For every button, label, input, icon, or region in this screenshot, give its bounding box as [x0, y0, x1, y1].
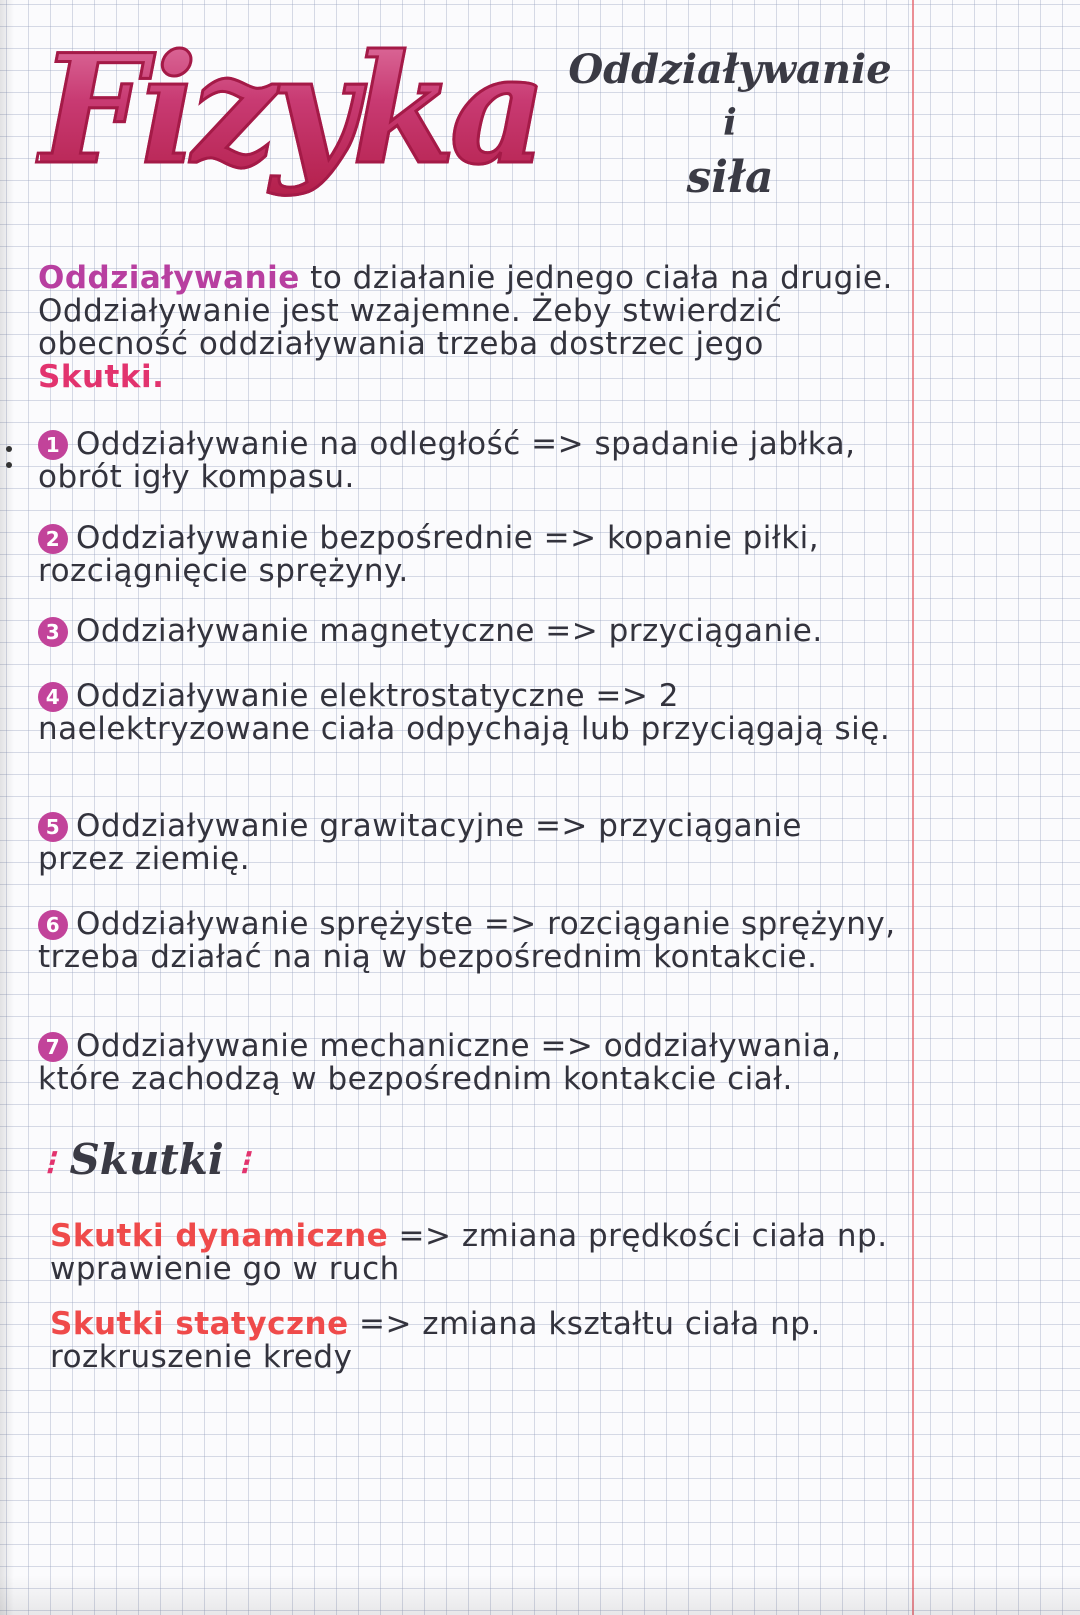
- subtitle-line: i: [723, 102, 737, 144]
- page-subtitle: [540, 42, 920, 208]
- margin-line: [912, 0, 914, 1615]
- list-item: [38, 428, 898, 494]
- item-text: Oddziaływanie mechaniczne => oddziaływania, które zachodzą w bezpośrednim kontakcie ciał.: [38, 1028, 842, 1097]
- decorative-dots-icon: ⁝: [44, 1143, 55, 1183]
- list-item: [38, 615, 898, 648]
- subtitle-line: siła: [686, 152, 774, 203]
- number-badge: 7: [38, 1032, 68, 1062]
- list-item: [38, 908, 898, 974]
- binding-dot: [6, 462, 12, 468]
- item-text: Oddziaływanie grawitacyjne => przyciąganie przez ziemię.: [38, 808, 802, 877]
- term-dynamic: Skutki dynamiczne: [50, 1218, 389, 1254]
- list-item: [38, 680, 898, 746]
- item-text: Oddziaływanie bezpośrednie => kopanie piłki, rozciągnięcie sprężyny.: [38, 520, 820, 589]
- number-badge: 4: [38, 682, 68, 712]
- bottom-shadow: [0, 1575, 1080, 1615]
- term-static: Skutki statyczne: [50, 1306, 349, 1342]
- number-badge: 1: [38, 430, 68, 460]
- number-badge: 5: [38, 812, 68, 842]
- intro-paragraph: [38, 262, 898, 394]
- binding-dot: [6, 446, 12, 452]
- effect-text: => zmiana kształtu ciała np. rozkruszenie kredy: [50, 1306, 821, 1375]
- number-badge: 3: [38, 617, 68, 647]
- term-skutki: Skutki.: [38, 359, 165, 395]
- item-text: Oddziaływanie magnetyczne => przyciąganie.: [76, 613, 823, 649]
- section-heading: [44, 1132, 249, 1191]
- section-heading-text: Skutki: [69, 1135, 224, 1184]
- term-oddzialywanie: Oddziaływanie: [38, 260, 300, 296]
- list-item: [38, 810, 898, 876]
- item-text: Oddziaływanie na odległość => spadanie jabłka, obrót igły kompasu.: [38, 426, 856, 495]
- page-edge-shadow: [0, 0, 14, 1615]
- subtitle-line: Oddziaływanie: [568, 46, 892, 93]
- effect-dynamic: [50, 1220, 890, 1286]
- intro-text: to działanie jednego ciała na drugie. Oddziaływanie jest wzajemne. Żeby stwierdzić obecność oddziaływania trzeba dostrzec jego: [38, 260, 893, 362]
- number-badge: 6: [38, 910, 68, 940]
- decorative-dots-icon: ⁝: [238, 1143, 250, 1183]
- effect-static: [50, 1308, 890, 1374]
- effect-text: => zmiana prędkości ciała np. wprawienie go w ruch: [50, 1218, 888, 1287]
- number-badge: 2: [38, 524, 68, 554]
- item-text: Oddziaływanie elektrostatyczne => 2 naelektryzowane ciała odpychają lub przyciągają się.: [38, 678, 891, 747]
- list-item: [38, 1030, 898, 1096]
- page-title: Fizyka: [40, 22, 541, 198]
- list-item: [38, 522, 898, 588]
- item-text: Oddziaływanie sprężyste => rozciąganie sprężyny, trzeba działać na nią w bezpośrednim kontakcie.: [38, 906, 896, 975]
